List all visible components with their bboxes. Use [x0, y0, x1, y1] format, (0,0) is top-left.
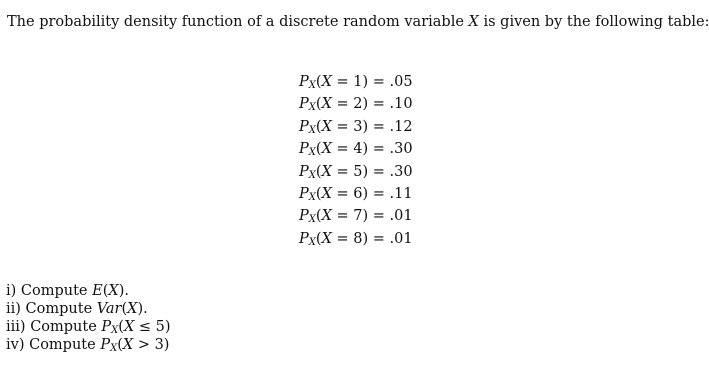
pmf-probability: .10 [389, 96, 413, 113]
intro-text-after: is given by the following table: [478, 14, 709, 30]
pmf-probability: .01 [389, 230, 413, 247]
question-item: iii) Compute $P_X(X \le 5)$ [6, 319, 171, 336]
question-list [6, 282, 171, 354]
pmf-row: $P_X(X = 4) = .30$ [299, 141, 413, 159]
pmf-x-value: 6 [353, 185, 363, 202]
question-text: Compute [25, 301, 93, 317]
pmf-probability: .05 [389, 74, 413, 90]
pmf-table [299, 71, 413, 250]
question-text: Compute [29, 337, 96, 353]
pmf-row: $P_X(X = 3) = .12$ [299, 118, 413, 136]
question-text: Compute [30, 319, 97, 335]
pmf-x-value: 3 [353, 118, 363, 135]
pmf-x-value: 4 [353, 141, 363, 158]
question-item: iv) Compute $P_X(X > 3)$ [6, 337, 170, 354]
pmf-row: $P_X(X = 6) = .11$ [299, 185, 413, 203]
pmf-x-value: 2 [353, 96, 363, 113]
pmf-x-value: 7 [353, 208, 363, 225]
pmf-probability: .12 [389, 118, 413, 135]
intro-text-before: The probability density function of a discrete random variable [7, 14, 469, 30]
question-number: i) [6, 283, 17, 299]
question-item: i) Compute E(X). [6, 283, 129, 299]
pmf-row: $P_X(X = 2) = .10$ [299, 96, 413, 114]
pmf-row: $P_X(X = 7) = .01$ [299, 208, 413, 226]
question-text: Compute [20, 283, 88, 299]
question-number: iii) [6, 319, 26, 335]
pmf-probability: .11 [389, 185, 413, 202]
pmf-probability: .30 [389, 163, 413, 180]
pmf-row: $P_X(X = 5) = .30$ [299, 163, 413, 181]
pmf-row: $P_X(X = 8) = .01$ [299, 230, 413, 248]
question-number: ii) [6, 301, 21, 317]
pmf-probability: .01 [389, 208, 413, 225]
pmf-row: $P_X(X = 1) = .05$ [299, 74, 413, 91]
pmf-x-value: 8 [353, 230, 363, 247]
question-number: iv) [6, 337, 25, 353]
intro-sentence [7, 14, 709, 30]
question-item: ii) Compute Var(X). [6, 301, 148, 317]
pmf-probability: .30 [389, 141, 413, 158]
intro-variable: X [468, 14, 479, 30]
pmf-x-value: 5 [353, 163, 363, 180]
pmf-x-value: 1 [353, 74, 363, 90]
